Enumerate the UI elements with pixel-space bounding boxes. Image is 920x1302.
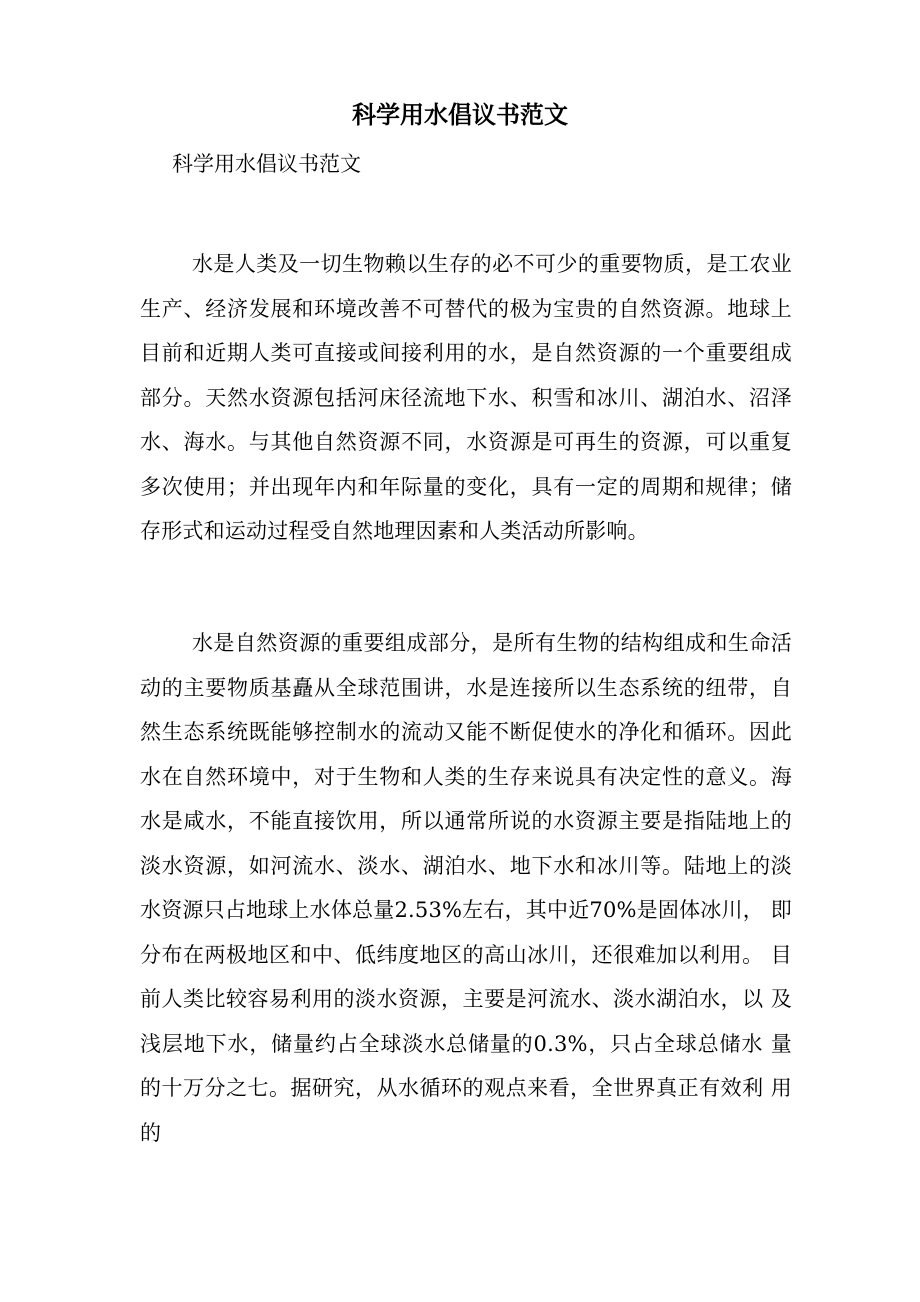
document-subtitle: 科学用水倡议书范文 [172,152,361,176]
document-title: 科学用水倡议书范文 [352,100,568,129]
paragraph-freshwater: 水是自然资源的重要组成部分，是所有生物的结构组成和生命活动的主要物质基矗从全球范围讲，水是连接所以生态系统的纽带，自然生态系统既能够控制水的流动又能不断促使水的净化和循环。因此水在自然环境中，对于生物和人类的生存来说具有决定性的意义。海水是咸水，不能直接饮用，所以通常所说的水资源主要是指陆地上的淡水资源，如河流水、淡水、湖泊水、地下水和冰川等。陆地上的淡水资源只占地球上水体总量2.53%左右，其中近70%是固体冰川， 即分布在两极地区和中、低纬度地区的高山冰川，还很难加以利用。 目前人类比较容易利用的淡水资源，主要是河流水、淡水湖泊水，以 及浅层地下水，储量约占全球淡水总储量的0.3%，只占全球总储水 量的十万分之七。据研究，从水循环的观点来看，全世界真正有效利 用的 [140,631,792,1145]
paragraph-water-resources: 水是人类及一切生物赖以生存的必不可少的重要物质，是工农业生产、经济发展和环境改善不可替代的极为宝贵的自然资源。地球上目前和近期人类可直接或间接利用的水，是自然资源的一个重要组成部分。天然水资源包括河床径流地下水、积雪和冰川、湖泊水、沼泽水、海水。与其他自然资源不同，水资源是可再生的资源，可以重复多次使用；并出现年内和年际量的变化，具有一定的周期和规律；储存形式和运动过程受自然地理因素和人类活动所影响。 [140,252,792,543]
